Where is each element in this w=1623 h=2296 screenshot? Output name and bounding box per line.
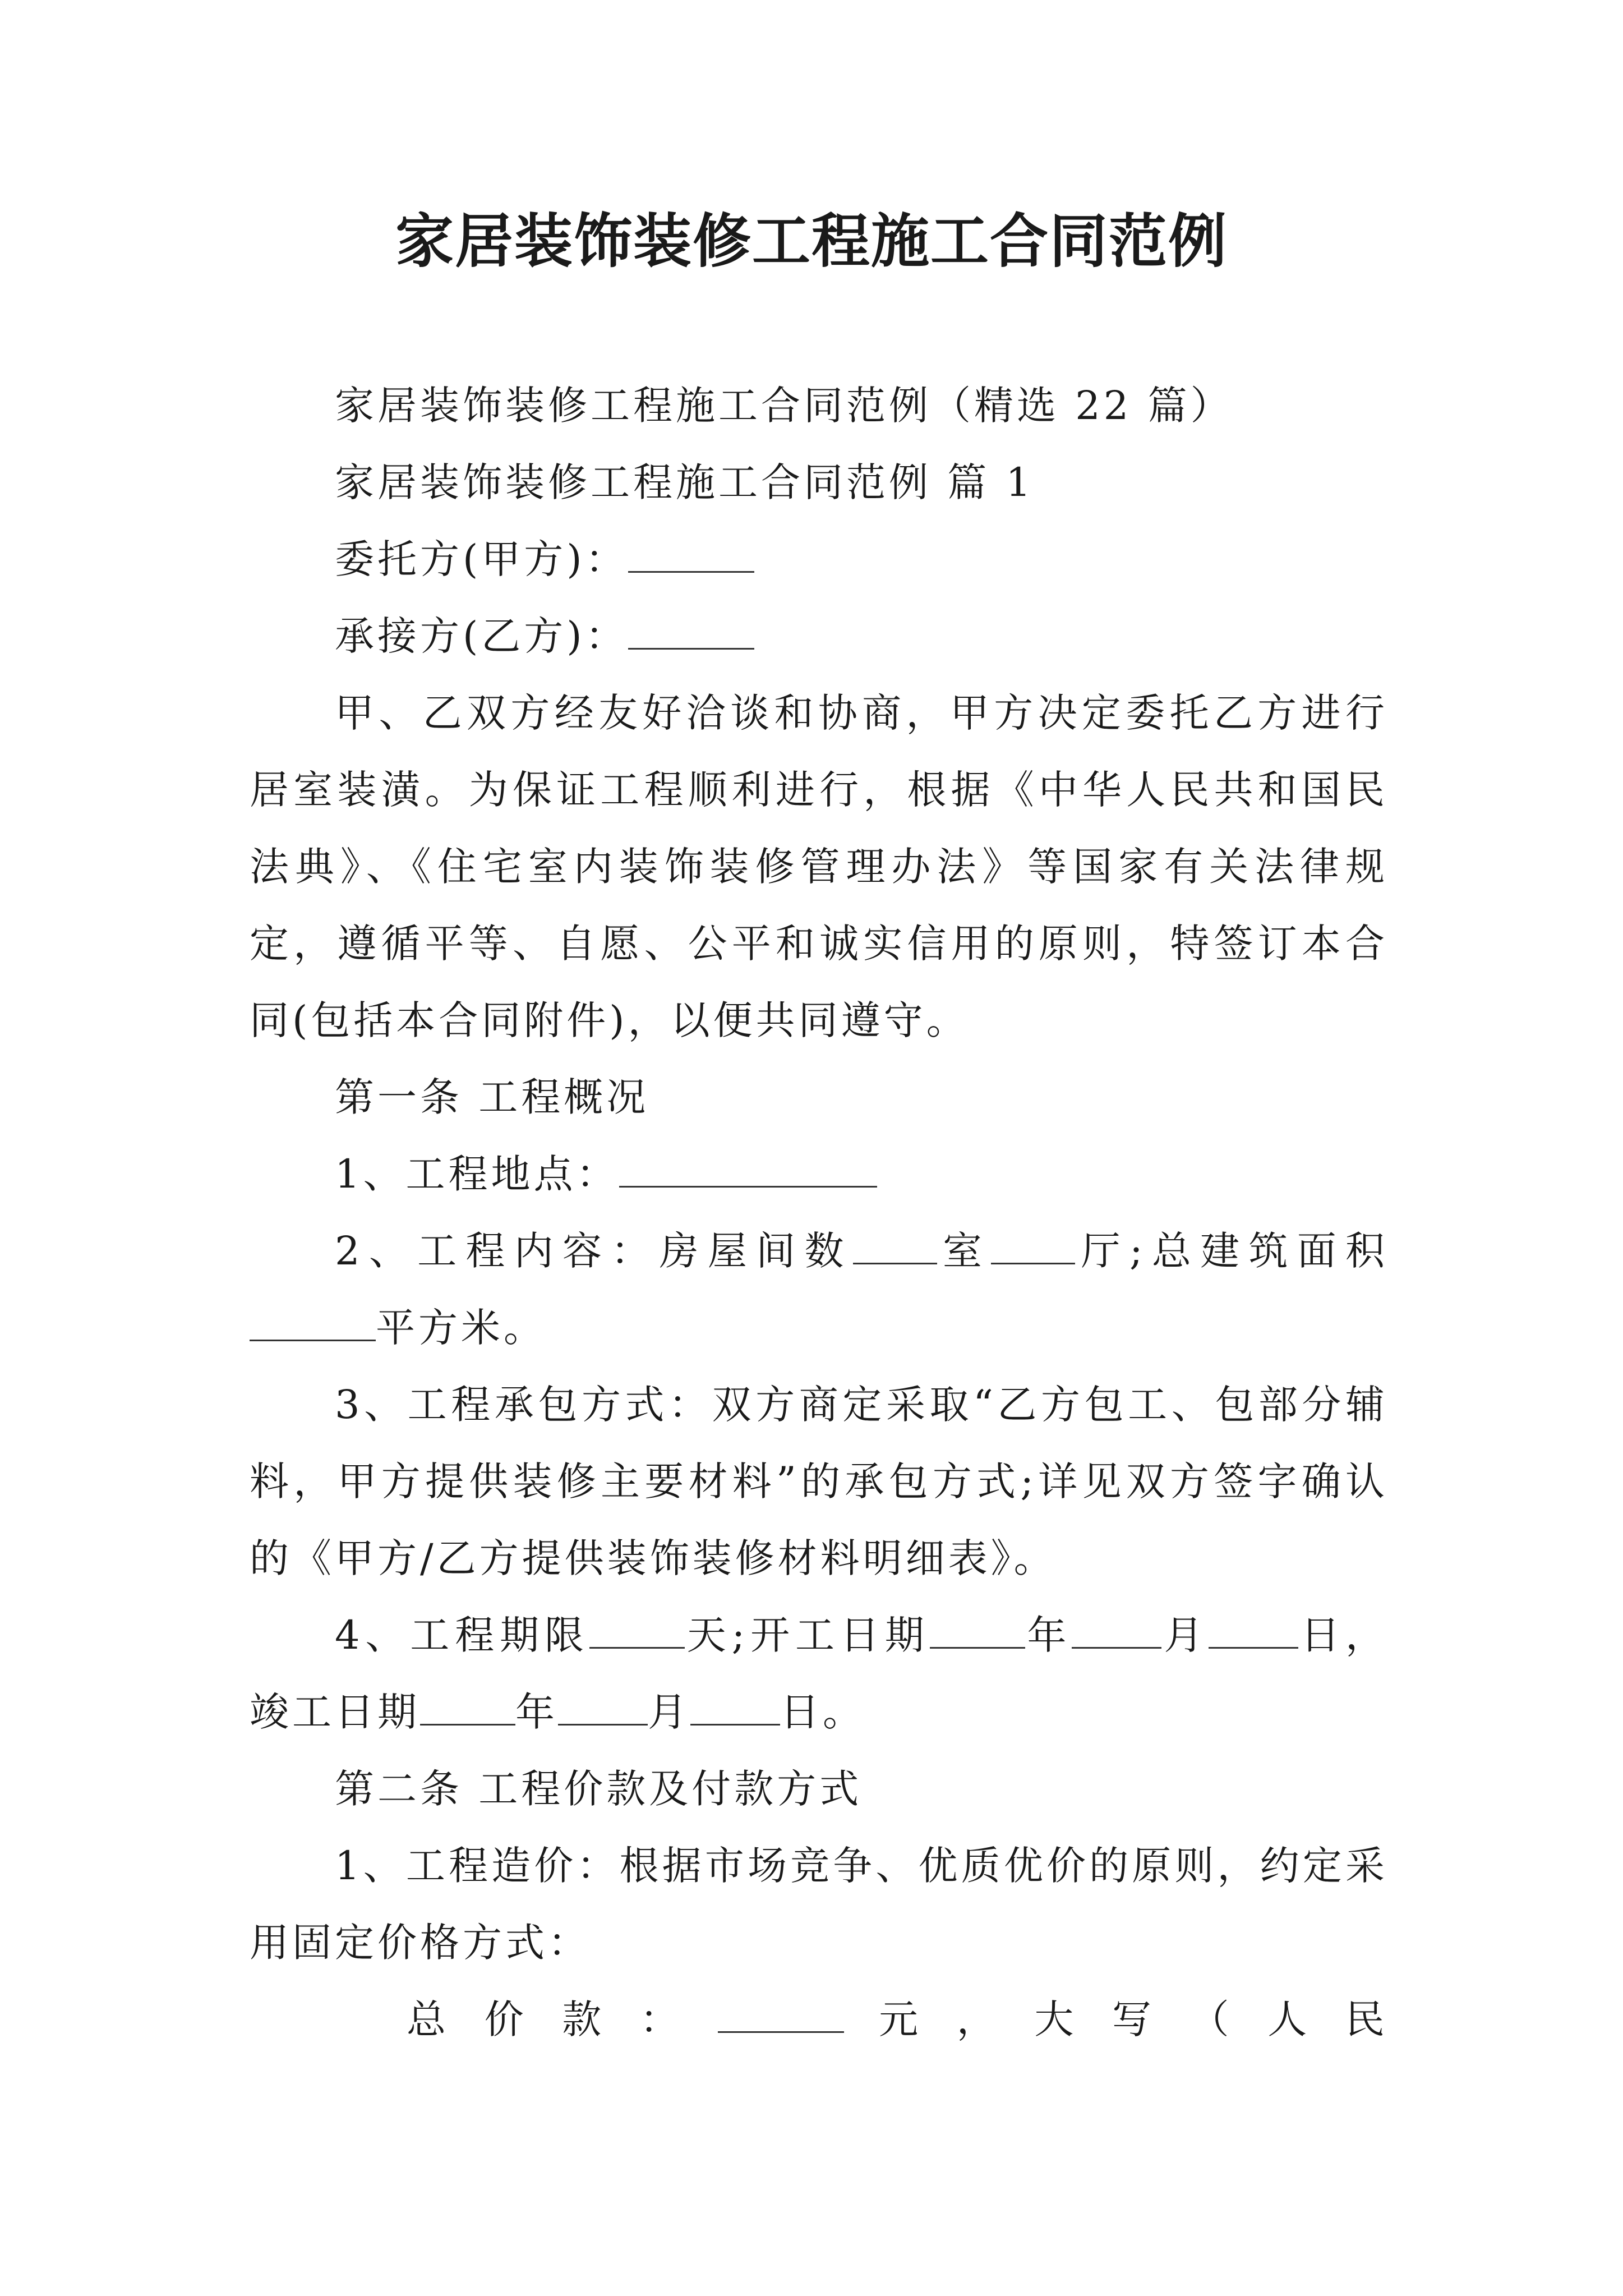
total-price-blank [718,1996,844,2033]
item4-text-4: 日。 [780,1689,865,1735]
start-month-blank [1072,1612,1161,1649]
item4-text-1: 4、工程期限 [335,1612,589,1658]
item3-paragraph: 3、工程承包方式：双方商定采取“乙方包工、包部分辅料，甲方提供装修主要材料”的承包方式;详见双方签字确认的《甲方/乙方提供装饰装修材料明细表》。 [250,1382,1388,1581]
party-a-blank [628,536,754,573]
article1-heading: 第一条 工程概况 [335,1074,649,1120]
party-b-blank [628,613,754,650]
party-a-label: 委托方(甲方)： [335,536,628,582]
article2-heading: 第二条 工程价款及付款方式 [335,1766,863,1812]
total-char: 民 [1345,1996,1388,2042]
total-char: ， [956,1996,999,2042]
duration-blank [589,1612,685,1649]
price-paragraph: 1、工程造价：根据市场竞争、优质优价的原则，约定采用固定价格方式： [250,1843,1388,1966]
item2-text-2: 室 [937,1228,992,1274]
total-char: 元 [879,1996,922,2042]
total-char: 价 [484,1996,527,2042]
rooms-blank [853,1228,937,1264]
item2-paragraph [250,1213,1388,1366]
total-char: 大 [1034,1996,1077,2042]
item4-text-2: 天;开工日期 [684,1612,930,1658]
document-title: 家居装饰装修工程施工合同范例 [395,206,1228,275]
document-body [250,367,1388,2058]
item2-text-1: 2、工程内容：房屋间数 [335,1228,853,1274]
item2-text-4: 平方米。 [376,1305,546,1351]
item4-paragraph [250,1597,1388,1751]
party-b-label: 承接方(乙方)： [335,613,628,659]
item4-year-1: 年 [1025,1612,1072,1658]
total-char: ： [639,1996,683,2042]
subtitle: 家居装饰装修工程施工合同范例（精选 22 篇） [335,383,1233,429]
total-char: 款 [562,1996,605,2042]
item2-text-3: 厅;总建筑面积 [1075,1228,1388,1274]
total-price-line [250,1981,1388,2058]
halls-blank [991,1228,1075,1264]
intro-paragraph: 甲、乙双方经友好洽谈和协商，甲方决定委托乙方进行居室装潢。为保证工程顺利进行，根据《中华人民共和国民法典》、《住宅室内装饰装修管理办法》等国家有关法律规定，遵循平等、自愿、公平和诚实信用的原则，特签订本合同(包括本合同附件)，以便共同遵守。 [250,690,1388,1043]
end-day-blank [690,1689,780,1726]
item4-month-2: 月 [648,1689,690,1735]
start-day-blank [1209,1612,1298,1649]
total-char: 写 [1112,1996,1155,2042]
location-blank [619,1151,877,1188]
total-char: 人 [1267,1996,1311,2042]
item1-label: 1、工程地点： [335,1151,619,1197]
item1-line [250,1136,1388,1213]
item4-month-1: 月 [1161,1612,1209,1658]
item4-year-2: 年 [515,1689,558,1735]
end-month-blank [558,1689,648,1726]
end-year-blank [420,1689,515,1726]
total-char: （ [1189,1996,1233,2042]
party-a-line [250,521,1388,598]
start-year-blank [930,1612,1025,1649]
party-b-line [250,598,1388,675]
total-char: 总 [407,1996,449,2042]
area-blank [250,1305,376,1341]
item4-text-3: 日，竣工日期 [250,1612,1389,1735]
section-heading: 家居装饰装修工程施工合同范例 篇 1 [335,459,1035,505]
